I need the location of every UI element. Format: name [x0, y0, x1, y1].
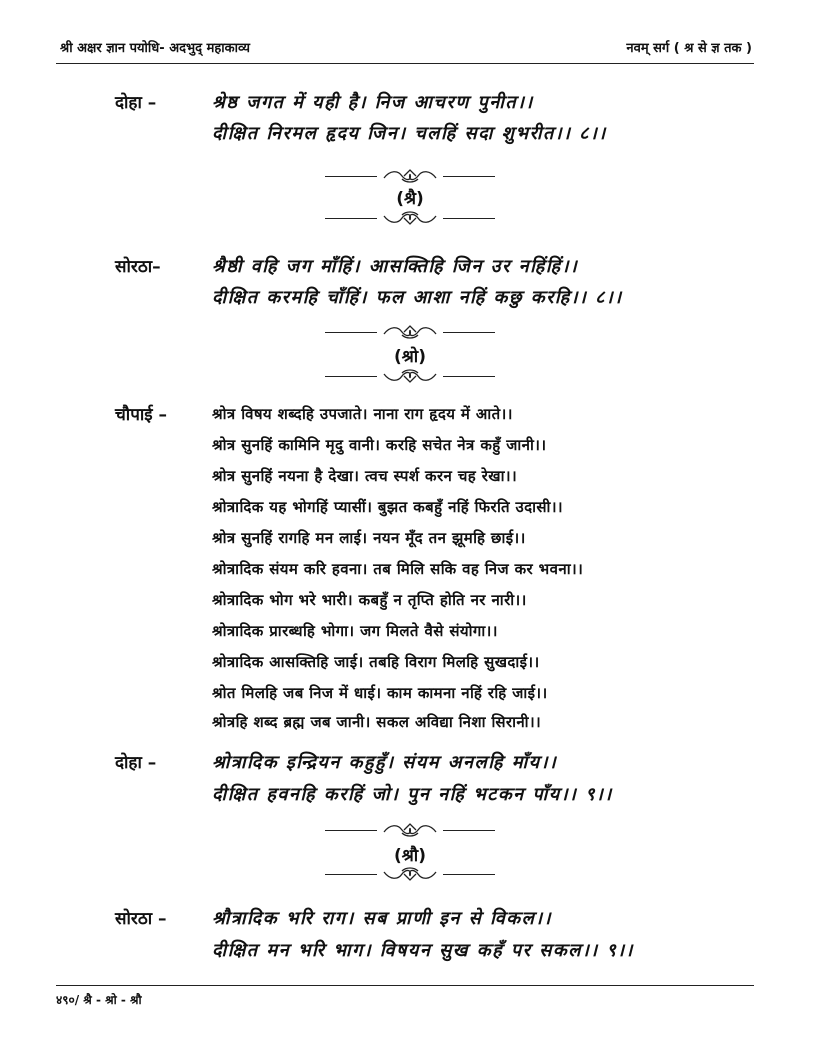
verse-line: श्रोत्र सुनहिं रागहि मन लाई। नयन मूँद तन झूमहि छाई।।	[212, 529, 526, 547]
page-footer: ४९०/ श्रै - श्रो - श्रौ	[56, 993, 142, 1007]
verse-line: श्रैष्ठी वहि जग माँहिं। आसक्तिहि जिन उर नहिंहिं।।	[212, 256, 579, 277]
ornament-divider-bottom	[325, 368, 495, 384]
ornament-divider-top	[325, 324, 495, 340]
header-rule	[56, 63, 754, 64]
verse-line: श्रोत्रादिक आसक्तिहि जाई। तबहि विराग मिलहि सुखदाई।।	[212, 653, 540, 671]
verse-line: श्रोत्रादिक इन्द्रियन कहुहुँ। संयम अनलहि माँय।।	[212, 752, 558, 773]
verse-line: दीक्षित हवनहि करहिं जो। पुन नहिं भटकन पाँय।। ९।।	[212, 784, 613, 805]
running-header-title: श्री अक्षर ज्ञान पयोधि- अदभुद् महाकाव्य	[60, 41, 250, 56]
syllable-heading: (श्रो)	[394, 347, 426, 367]
verse-label-doha: दोहा –	[115, 93, 157, 113]
verse-line: श्रोत्र सुनहिं कामिनि मृदु वानी। करहि सचेत नेत्र कहुँ जानी।।	[212, 436, 547, 454]
flourish-icon	[380, 822, 440, 838]
ornament-divider-top	[325, 822, 495, 838]
flourish-icon	[380, 168, 440, 184]
verse-line: दीक्षित मन भरि भाग। विषयन सुख कहँ पर सकल।। ९।।	[212, 940, 634, 961]
footer-rule	[56, 985, 754, 986]
verse-line: श्रोत्र विषय शब्दहि उपजाते। नाना राग हृदय में आते।।	[212, 405, 513, 423]
verse-line: दीक्षित निरमल हृदय जिन। चलहिं सदा शुभरीत।। ८।।	[212, 123, 607, 144]
flourish-icon	[380, 866, 440, 882]
syllable-heading: (श्रै)	[396, 189, 424, 209]
ornament-divider-bottom	[325, 866, 495, 882]
syllable-heading: (श्रौ)	[394, 846, 426, 866]
verse-line: दीक्षित करमहि चाँहिं। फल आशा नहिं कछु करहि।। ८।।	[212, 287, 623, 308]
verse-label-sortha: सोरठा–	[115, 257, 161, 277]
verse-label-chaupai: चौपाई –	[115, 405, 168, 425]
verse-line: श्रेष्ठ जगत में यही है। निज आचरण पुनीत।।	[212, 92, 534, 113]
flourish-icon	[380, 324, 440, 340]
verse-line: श्रोत्रादिक भोग भरे भारी। कबहुँ न तृप्ति होति नर नारी।।	[212, 591, 527, 609]
ornament-divider-top	[325, 168, 495, 184]
verse-line: श्रोत्रादिक संयम करि हवना। तब मिलि सकि वह निज कर भवना।।	[212, 560, 584, 578]
verse-line: श्रोत्र सुनहिं नयना है देखा। त्वच स्पर्श करन चह रेखा।।	[212, 467, 518, 485]
running-header-chapter: नवम् सर्ग ( श्र से ज्ञ तक )	[626, 41, 752, 56]
verse-line: श्रोत्रादिक प्रारब्धहि भोगा। जग मिलते वैसे संयोगा।।	[212, 622, 498, 640]
verse-line: श्रोत्रादिक यह भोगहिं प्यासीं। बुझत कबहुँ नहिं फिरति उदासी।।	[212, 498, 563, 516]
verse-line: श्रोत मिलहि जब निज में धाई। काम कामना नहिं रहि जाई।।	[212, 684, 548, 702]
verse-label-sortha: सोरठा –	[115, 909, 167, 929]
verse-line: श्रौत्रादिक भरि राग। सब प्राणी इन से विकल।।	[212, 908, 552, 929]
ornament-divider-bottom	[325, 210, 495, 226]
verse-line: श्रोत्रहि शब्द ब्रह्म जब जानी। सकल अविद्या निशा सिरानी।।	[212, 713, 542, 731]
flourish-icon	[380, 210, 440, 226]
flourish-icon	[380, 368, 440, 384]
verse-label-doha: दोहा –	[115, 753, 157, 773]
